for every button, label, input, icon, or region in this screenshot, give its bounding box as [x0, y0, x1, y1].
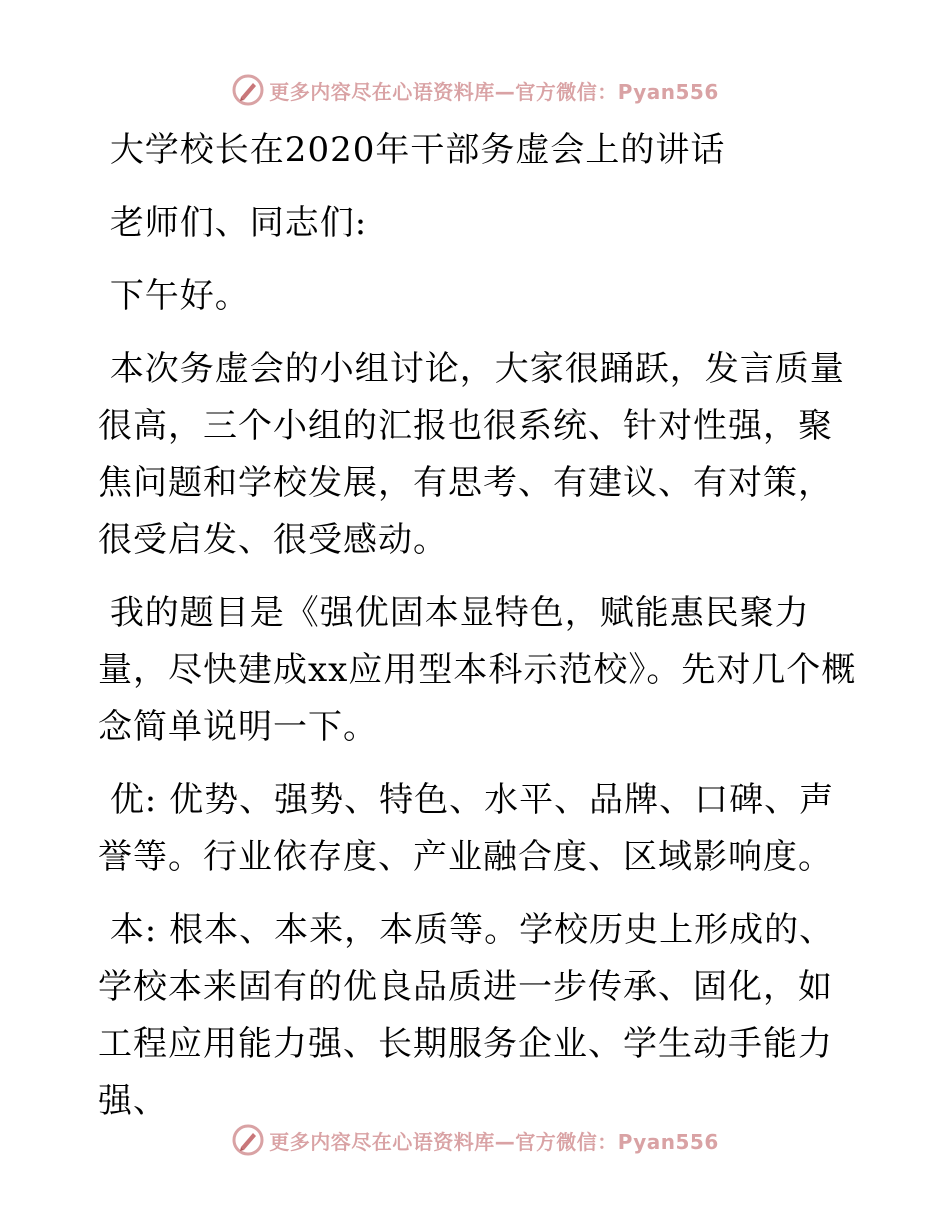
watermark-footer	[0, 1120, 950, 1160]
salutation: 老师们、同志们:	[98, 203, 368, 243]
watermark-text: 更多内容尽在心语资料库—官方微信：Pyan556	[269, 79, 719, 104]
pen-logo-icon	[231, 1123, 265, 1157]
greeting: 下午好。	[98, 276, 250, 316]
document-title: 大学校长在2020年干部务虚会上的讲话	[98, 130, 726, 170]
paragraph: 本次务虚会的小组讨论，大家很踊跃，发言质量很高，三个小组的汇报也很系统、针对性强，聚焦问题和学校发展，有思考、有建议、有对策，很受启发、很受感动。	[98, 349, 845, 560]
watermark-text: 更多内容尽在心语资料库—官方微信：Pyan556	[269, 1129, 719, 1154]
paragraph: 我的题目是《强优固本显特色，赋能惠民聚力量，尽快建成xx应用型本科示范校》。先对几个概念简单说明一下。	[98, 593, 857, 747]
watermark-header	[0, 70, 950, 110]
pen-logo-icon	[231, 73, 265, 107]
paragraph: 优: 优势、强势、特色、水平、品牌、口碑、声誉等。行业依存度、产业融合度、区域影响度。	[98, 780, 835, 877]
document-body	[98, 122, 858, 1146]
paragraph: 本: 根本、本来，本质等。学校历史上形成的、学校本来固有的优良品质进一步传承、固化，如工程应用能力强、长期服务企业、学生动手能力强、	[98, 910, 835, 1121]
